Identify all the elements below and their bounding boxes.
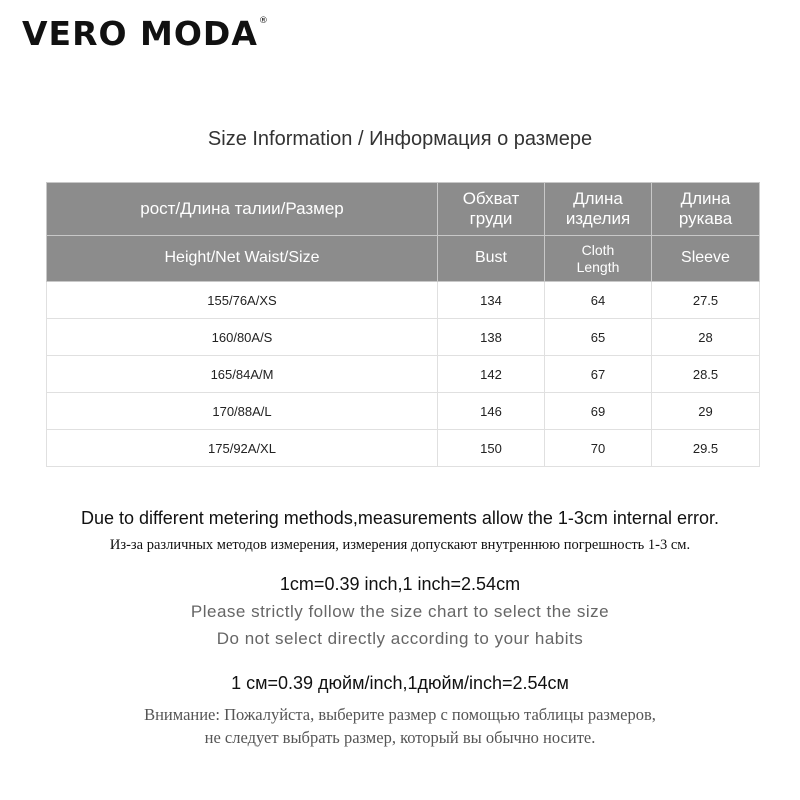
brand-logo [22, 14, 269, 53]
header-sleeve-en: Sleeve [652, 236, 760, 282]
brand-logo-text: VERO MODA [22, 14, 258, 53]
header-length-en: Cloth Length [545, 236, 652, 282]
table-header-ru [47, 183, 760, 236]
no-habits-note: Do not select directly according to your habits [216, 629, 584, 648]
cell-bust: 134 [438, 282, 545, 319]
cell-size: 170/88A/L [47, 393, 438, 430]
cell-size: 165/84A/M [47, 356, 438, 393]
table-row [47, 393, 760, 430]
cell-length: 70 [545, 430, 652, 467]
table-header-en [47, 236, 760, 282]
table-row [47, 430, 760, 467]
size-table [46, 182, 760, 467]
cell-length: 65 [545, 319, 652, 356]
cell-size: 160/80A/S [47, 319, 438, 356]
table-row [47, 319, 760, 356]
attention-note-ru-line1: Внимание: Пожалуйста, выберите размер с помощью таблицы размеров, [144, 705, 656, 724]
header-sleeve-ru: Длина рукава [652, 183, 760, 236]
cell-sleeve: 28.5 [652, 356, 760, 393]
table-row [47, 282, 760, 319]
attention-note-ru-line2: не следует выбрать размер, который вы обычно носите. [204, 728, 596, 747]
cell-bust: 138 [438, 319, 545, 356]
header-bust-en: Bust [438, 236, 545, 282]
header-length-ru: Длина изделия [545, 183, 652, 236]
cell-sleeve: 29 [652, 393, 760, 430]
cell-bust: 150 [438, 430, 545, 467]
cell-bust: 146 [438, 393, 545, 430]
cell-length: 64 [545, 282, 652, 319]
header-bust-ru: Обхват груди [438, 183, 545, 236]
conversion-note-en: 1cm=0.39 inch,1 inch=2.54cm [279, 574, 521, 594]
registered-mark: ® [258, 16, 269, 26]
page-title: Size Information / Информация о размере [207, 128, 593, 150]
table-row [47, 356, 760, 393]
cell-sleeve: 27.5 [652, 282, 760, 319]
cell-size: 175/92A/XL [47, 430, 438, 467]
cell-sleeve: 28 [652, 319, 760, 356]
cell-bust: 142 [438, 356, 545, 393]
cell-length: 69 [545, 393, 652, 430]
error-note-en: Due to different metering methods,measurements allow the 1-3cm internal error. [81, 508, 719, 528]
cell-size: 155/76A/XS [47, 282, 438, 319]
error-note-ru: Из-за различных методов измерения, измерения допускают внутреннюю погрешность 1-3 см. [109, 537, 691, 553]
cell-length: 67 [545, 356, 652, 393]
header-size-ru: рост/Длина талии/Размер [47, 183, 438, 236]
cell-sleeve: 29.5 [652, 430, 760, 467]
follow-chart-note: Please strictly follow the size chart to select the size [190, 602, 610, 621]
conversion-note-ru: 1 см=0.39 дюйм/inch,1дюйм/inch=2.54см [231, 673, 569, 693]
header-size-en: Height/Net Waist/Size [47, 236, 438, 282]
